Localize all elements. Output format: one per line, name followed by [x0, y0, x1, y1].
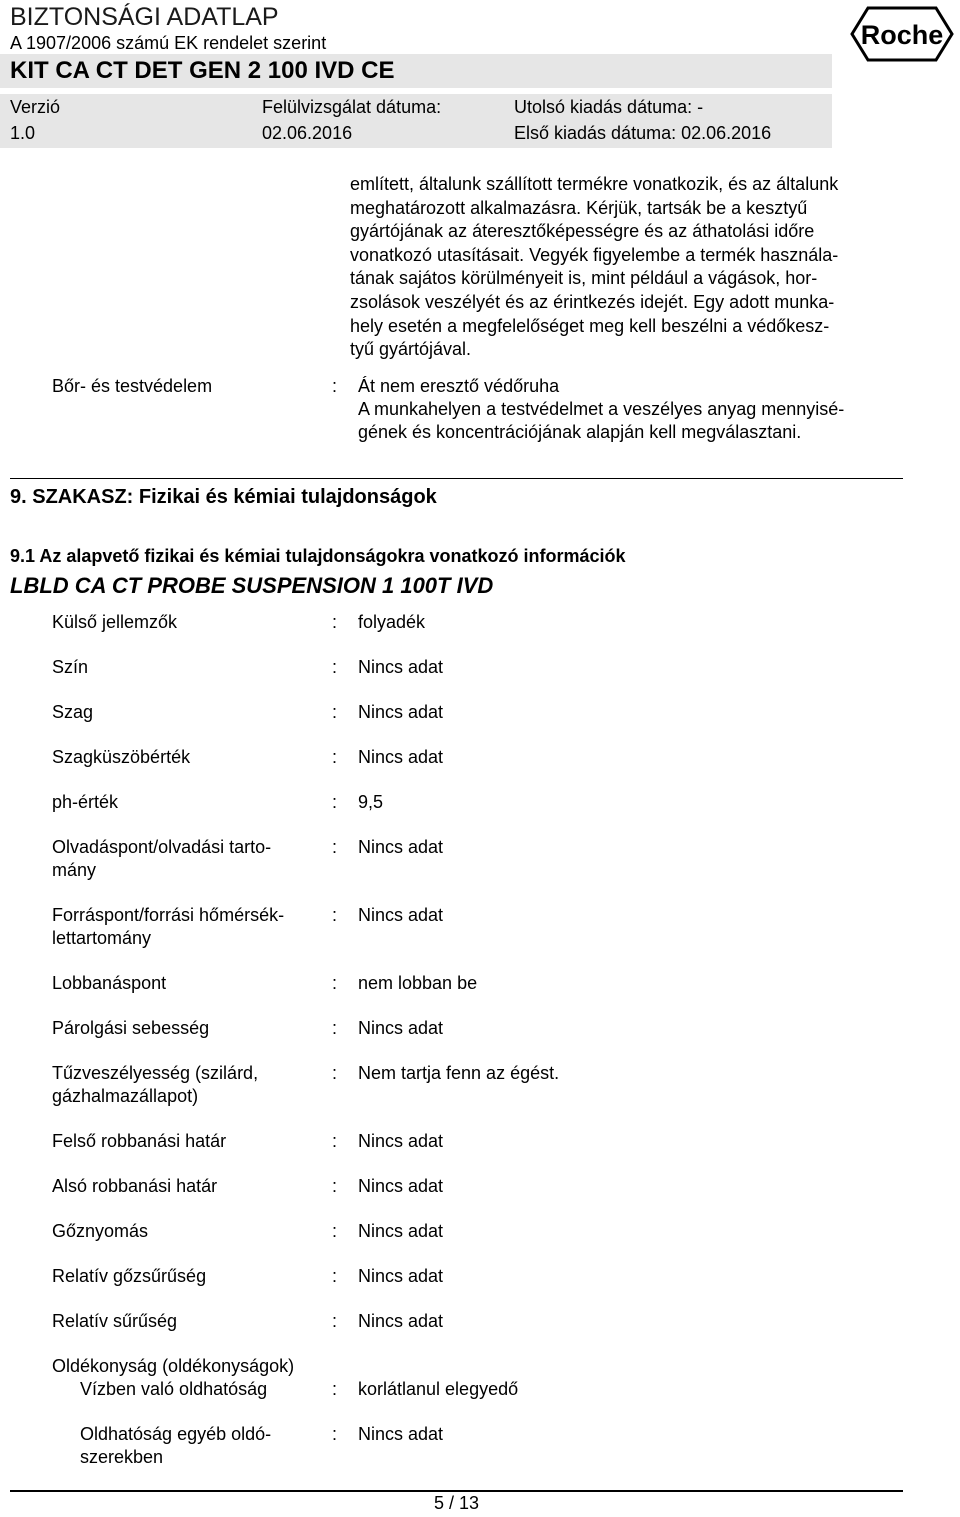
product-name-bar: [0, 54, 832, 88]
document-title: BIZTONSÁGI ADATLAP: [10, 3, 279, 31]
text-line: tának sajátos körülményeit is, mint például a vágások, hor-: [350, 268, 818, 289]
hand-protection-text: [350, 173, 838, 362]
version-info-bar: [0, 94, 832, 148]
revision-value: 02.06.2016: [262, 123, 353, 143]
property-label: [52, 791, 312, 814]
label-line: Alsó robbanási határ: [52, 1176, 218, 1196]
text-line: Át nem eresztő védőruha: [358, 376, 560, 396]
skin-protection-label: Bőr- és testvédelem: [52, 376, 213, 396]
property-label: [52, 1220, 312, 1243]
property-value: korlátlanul elegyedő: [358, 1379, 519, 1399]
property-label: [52, 836, 312, 882]
property-label: [52, 1265, 312, 1288]
property-value: Nem tartja fenn az égést.: [358, 1063, 560, 1083]
property-value: folyadék: [358, 612, 426, 632]
document-header: [0, 0, 832, 92]
colon: :: [332, 747, 338, 767]
section-9-1-subtitle: 9.1 Az alapvető fizikai és kémiai tulajdonságokra vonatkozó információk: [10, 546, 626, 566]
text-line: gyártójának az áteresztőképességre és az áthatolási időre: [350, 221, 815, 242]
regulation-line: A 1907/2006 számú EK rendelet szerint: [10, 33, 327, 53]
colon: :: [332, 612, 338, 632]
product-name: KIT CA CT DET GEN 2 100 IVD CE: [10, 57, 395, 84]
label-line: Szag: [52, 702, 94, 722]
label-line: Tűzveszélyesség (szilárd,: [52, 1063, 259, 1083]
logo-text: Roche: [860, 20, 944, 50]
label-line: Oldhatóság egyéb oldó-: [80, 1424, 272, 1444]
property-value: Nincs adat: [358, 702, 444, 722]
colon: :: [332, 1424, 338, 1444]
colon: :: [332, 792, 338, 812]
skin-protection-value: [358, 375, 918, 444]
property-value: Nincs adat: [358, 1018, 444, 1038]
colon: :: [332, 973, 338, 993]
property-label: [52, 1175, 312, 1198]
colon: :: [332, 1379, 338, 1399]
label-line: Párolgási sebesség: [52, 1018, 210, 1038]
colon: :: [332, 1221, 338, 1241]
property-value: Nincs adat: [358, 1424, 444, 1444]
property-label: [52, 656, 312, 679]
label-line: Felső robbanási határ: [52, 1131, 227, 1151]
label-line: Szín: [52, 657, 89, 677]
colon: :: [332, 1266, 338, 1286]
label-line: gázhalmazállapot): [52, 1086, 199, 1106]
property-value: Nincs adat: [358, 1176, 444, 1196]
label-line: Olvadáspont/olvadási tarto-: [52, 837, 272, 857]
property-value: Nincs adat: [358, 657, 444, 677]
label-line: Vízben való oldhatóság: [80, 1379, 268, 1399]
property-label: [52, 904, 312, 950]
property-label: [80, 1423, 320, 1469]
colon: :: [332, 657, 338, 677]
property-value: Nincs adat: [358, 747, 444, 767]
property-label: [52, 611, 312, 634]
colon: :: [332, 905, 338, 925]
label-line: Forráspont/forrási hőmérsék-: [52, 905, 285, 925]
label-line: mány: [52, 860, 97, 880]
label-line: szerekben: [80, 1447, 164, 1467]
label-line: Relatív sűrűség: [52, 1311, 178, 1331]
version-label: Verzió: [10, 97, 61, 117]
property-value: Nincs adat: [358, 905, 444, 925]
property-value: Nincs adat: [358, 837, 444, 857]
version-value: 1.0: [10, 123, 36, 143]
text-line: hely esetén a megfelelőséget meg kell beszélni a védőkesz-: [350, 315, 830, 336]
section-divider: [10, 478, 903, 479]
property-value: Nincs adat: [358, 1311, 444, 1331]
property-label: [52, 1017, 312, 1040]
section-9-title: 9. SZAKASZ: Fizikai és kémiai tulajdonságok: [10, 486, 437, 508]
revision-label: Felülvizsgálat dátuma:: [262, 97, 442, 117]
property-label: [52, 701, 312, 724]
issue-column: [514, 94, 771, 146]
colon: :: [332, 376, 338, 396]
label-line: Gőznyomás: [52, 1221, 149, 1241]
property-label: [52, 972, 312, 995]
text-line: zsolások veszélyét és az érintkezés idejét. Egy adott munka-: [350, 291, 835, 312]
text-line: A munkahelyen a testvédelmet a veszélyes anyag mennyisé-: [358, 399, 845, 419]
revision-column: [262, 94, 441, 146]
colon: :: [332, 837, 338, 857]
solubility-heading: Oldékonyság (oldékonyságok): [52, 1356, 295, 1376]
property-label: [52, 1310, 312, 1333]
property-value: Nincs adat: [358, 1221, 444, 1241]
property-value: 9,5: [358, 792, 384, 812]
text-line: gének és koncentrációjának alapján kell megválasztani.: [358, 422, 802, 442]
label-line: lettartomány: [52, 928, 152, 948]
page-number: 5 / 13: [433, 1493, 480, 1513]
version-column: [10, 94, 60, 146]
colon: :: [332, 1131, 338, 1151]
label-line: ph-érték: [52, 792, 119, 812]
label-line: Szagküszöbérték: [52, 747, 191, 767]
colon: :: [332, 1018, 338, 1038]
colon: :: [332, 1176, 338, 1196]
first-issue-date: Első kiadás dátuma: 02.06.2016: [514, 123, 772, 143]
property-label: [52, 1130, 312, 1153]
roche-logo: [850, 4, 954, 64]
label-line: Relatív gőzsűrűség: [52, 1266, 207, 1286]
last-issue-date: Utolsó kiadás dátuma: -: [514, 97, 704, 117]
colon: :: [332, 1311, 338, 1331]
property-label: [52, 746, 312, 769]
label-line: Lobbanáspont: [52, 973, 167, 993]
property-label: [52, 1062, 312, 1108]
property-value: nem lobban be: [358, 973, 478, 993]
mixture-component-name: LBLD CA CT PROBE SUSPENSION 1 100T IVD: [10, 573, 494, 598]
text-line: említett, általunk szállított termékre vonatkozik, és az általunk: [350, 174, 839, 194]
text-line: meghatározott alkalmazásra. Kérjük, tartsák be a kesztyű: [350, 197, 808, 218]
colon: :: [332, 1063, 338, 1083]
text-line: tyű gyártójával.: [350, 339, 472, 360]
colon: :: [332, 702, 338, 722]
property-value: Nincs adat: [358, 1131, 444, 1151]
property-label: [80, 1378, 320, 1401]
text-line: vonatkozó utasításait. Vegyék figyelembe a termék használa-: [350, 244, 839, 265]
label-line: Külső jellemzők: [52, 612, 178, 632]
property-value: Nincs adat: [358, 1266, 444, 1286]
